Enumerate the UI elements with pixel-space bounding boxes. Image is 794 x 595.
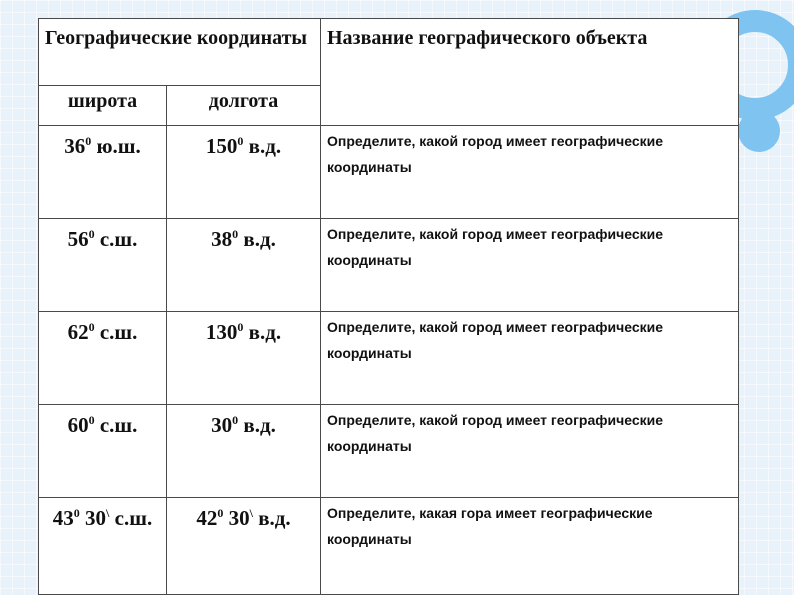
task-cell: Определите, какая гора имеет географические координаты bbox=[321, 498, 739, 595]
coordinates-table bbox=[38, 18, 739, 595]
header-longitude: долгота bbox=[167, 86, 321, 126]
latitude-cell: $36^0$ ю.ш. bbox=[39, 126, 167, 219]
latitude-cell: $60^0$ с.ш. bbox=[39, 405, 167, 498]
longitude-cell: $150^0$ в.д. bbox=[167, 126, 321, 219]
task-cell: Определите, какой город имеет географические координаты bbox=[321, 126, 739, 219]
table-row bbox=[39, 126, 739, 219]
table-row bbox=[39, 312, 739, 405]
task-cell: Определите, какой город имеет географические координаты bbox=[321, 312, 739, 405]
header-coordinates: Географические координаты bbox=[39, 19, 321, 86]
table-row bbox=[39, 405, 739, 498]
task-cell: Определите, какой город имеет географические координаты bbox=[321, 219, 739, 312]
latitude-cell: $43^0$ 30\ с.ш. bbox=[39, 498, 167, 595]
header-object-name: Название географического объекта bbox=[321, 19, 739, 126]
task-cell: Определите, какой город имеет географические координаты bbox=[321, 405, 739, 498]
latitude-cell: $62^0$ с.ш. bbox=[39, 312, 167, 405]
header-latitude: широта bbox=[39, 86, 167, 126]
longitude-cell: $38^0$ в.д. bbox=[167, 219, 321, 312]
longitude-cell: $130^0$ в.д. bbox=[167, 312, 321, 405]
decorative-dot bbox=[738, 110, 780, 152]
table-row bbox=[39, 498, 739, 595]
coordinates-table-sheet bbox=[38, 18, 738, 595]
longitude-cell: $30^0$ в.д. bbox=[167, 405, 321, 498]
table-row bbox=[39, 219, 739, 312]
longitude-cell: $42^0$ 30\ в.д. bbox=[167, 498, 321, 595]
latitude-cell: $56^0$ с.ш. bbox=[39, 219, 167, 312]
